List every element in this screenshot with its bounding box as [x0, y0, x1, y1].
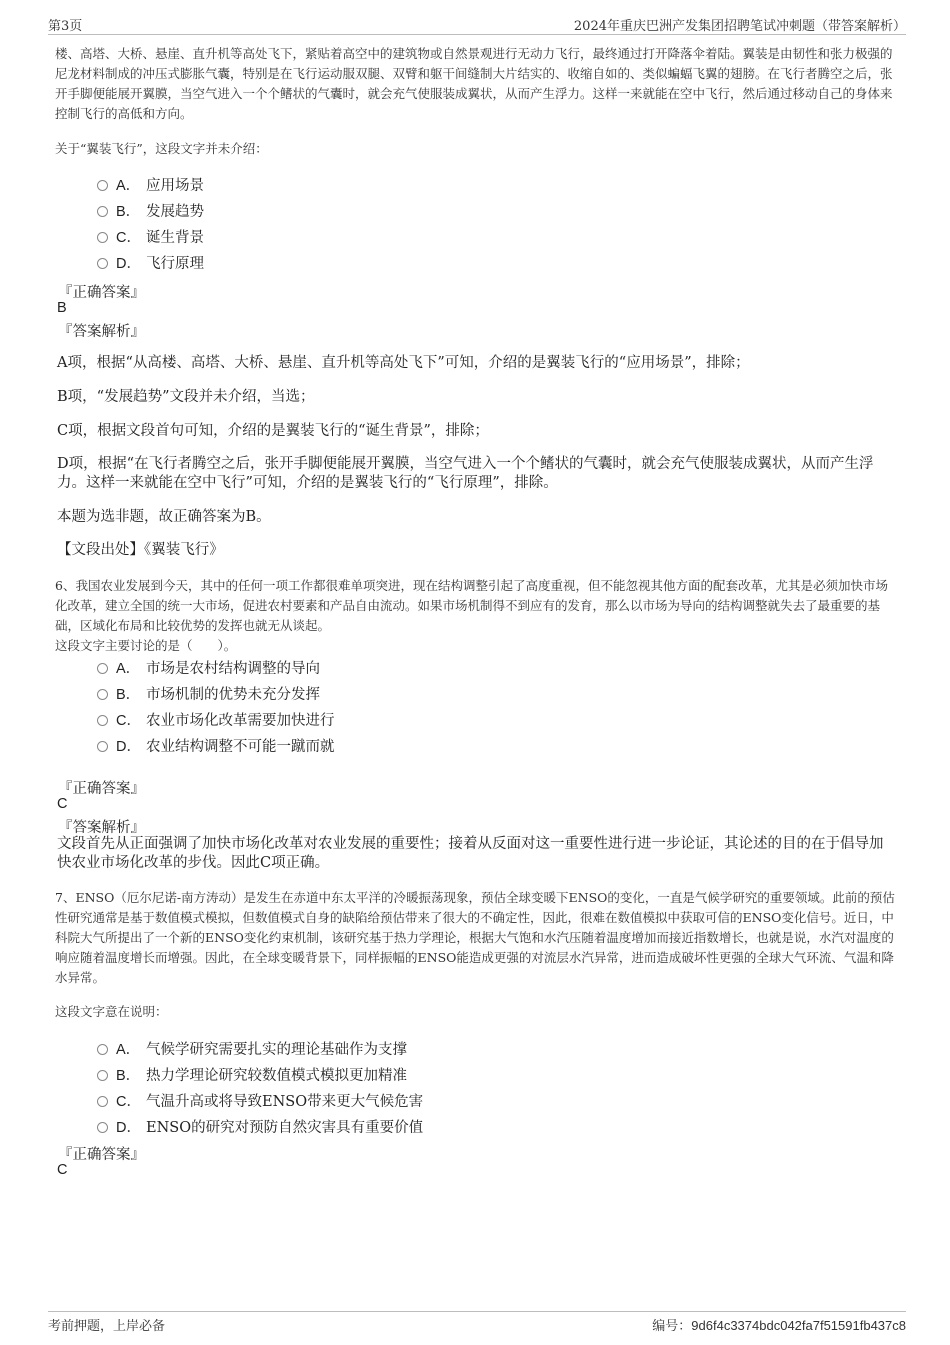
q5-source: 【文段出处】《翼装飞行》	[57, 542, 224, 558]
q5-option-a[interactable]	[97, 174, 204, 194]
option-text: 气温升高或将导致ENSO带来更大气候危害	[146, 1094, 424, 1110]
q7-question: 这段文字意在说明：	[55, 1004, 168, 1019]
option-text: 市场机制的优势未充分发挥	[146, 687, 320, 703]
option-letter: D．	[116, 256, 141, 272]
q5-answer-label: 『正确答案』	[58, 285, 145, 301]
radio-icon[interactable]	[97, 663, 108, 674]
q7-answer-label: 『正确答案』	[58, 1147, 145, 1163]
option-letter: C．	[116, 230, 141, 246]
option-letter: B．	[116, 204, 141, 220]
option-text: 发展趋势	[146, 204, 204, 220]
q5-analysis-c: C项，根据文段首句可知，介绍的是翼装飞行的“诞生背景”，排除；	[57, 423, 489, 439]
q5-option-b[interactable]	[97, 200, 204, 220]
radio-icon[interactable]	[97, 1122, 108, 1133]
radio-icon[interactable]	[97, 258, 108, 269]
radio-icon[interactable]	[97, 1070, 108, 1081]
option-text: 市场是农村结构调整的导向	[146, 661, 320, 677]
q6-answer: C	[57, 796, 68, 812]
q6-option-c[interactable]	[97, 709, 335, 729]
document-title: 2024年重庆巴洲产发集团招聘笔试冲刺题（带答案解析）	[573, 19, 906, 34]
radio-icon[interactable]	[97, 180, 108, 191]
q5-analysis-label: 『答案解析』	[58, 324, 145, 340]
q6-question: 这段文字主要讨论的是（ ）。	[55, 638, 237, 653]
q6-answer-label: 『正确答案』	[58, 781, 145, 797]
q6-option-a[interactable]	[97, 657, 320, 677]
document-code: 编号：9d6f4c3374bdc042fa7f51591fb437c8	[652, 1318, 906, 1333]
q5-option-c[interactable]	[97, 226, 204, 246]
q5-passage: 楼、高塔、大桥、悬崖、直升机等高处飞下，紧贴着高空中的建筑物或自然景观进行无动力飞行，最终通过打开降落伞着陆。翼装是由韧性和张力极强的尼龙材料制成的冲压式膨胀气囊，特别是在飞行运动服双腿、双臂和躯干间缝制大片结实的、收缩自如的、类似蝙蝠飞翼的翅膀。在飞行者腾空之后，张开手脚便能展开翼膜，当空气进入一个个鳍状的气囊时，就会充气使服装成翼状，从而产生浮力。这样一来就能在空中飞行，然后通过移动自己的身体来控制飞行的高低和方向。	[55, 46, 893, 121]
option-text: 气候学研究需要扎实的理论基础作为支撑	[146, 1042, 407, 1058]
q5-analysis-a: A项，根据“从高楼、高塔、大桥、悬崖、直升机等高处飞下”可知，介绍的是翼装飞行的“应用场景”，排除；	[57, 355, 750, 371]
option-text: 飞行原理	[146, 256, 204, 272]
radio-icon[interactable]	[97, 1096, 108, 1107]
option-letter: B．	[116, 687, 141, 703]
page-footer	[48, 1311, 906, 1338]
radio-icon[interactable]	[97, 1044, 108, 1055]
q7-passage: 7、ENSO（厄尔尼诺-南方涛动）是发生在赤道中东太平洋的冷暖振荡现象，预估全球变暖下ENSO的变化，一直是气候学研究的重要领域。此前的预估性研究通常是基于数值模式模拟，但数值模式自身的缺陷给预估带来了很大的不确定性，因此，很难在数值模拟中获取可信的ENSO变化信号。近日，中科院大气所提出了一个新的ENSO变化约束机制，该研究基于热力学理论，根据大气饱和水汽压随着温度增加而接近指数增长，也就是说，水汽对温度的响应随着温度增长而增强。因此，在全球变暖背景下，同样振幅的ENSO能造成更强的对流层水汽异常，进而造成破坏性更强的全球大气环流、气温和降水异常。	[55, 890, 895, 985]
option-text: 农业市场化改革需要加快进行	[146, 713, 335, 729]
radio-icon[interactable]	[97, 741, 108, 752]
option-text: ENSO的研究对预防自然灾害具有重要价值	[146, 1120, 424, 1136]
q5-question: 关于“翼装飞行”，这段文字并未介绍：	[55, 141, 268, 156]
option-letter: D．	[116, 739, 141, 755]
q6-option-b[interactable]	[97, 683, 320, 703]
q5-conclusion: 本题为选非题，故正确答案为B。	[57, 509, 271, 525]
q5-analysis-d: D项，根据“在飞行者腾空之后，张开手脚便能展开翼膜，当空气进入一个个鳍状的气囊时，就会充气使服装成翼状，从而产生浮力。这样一来就能在空中飞行”可知，介绍的是翼装飞行的“飞行原理”，排除。	[57, 456, 874, 491]
q6-analysis-label: 『答案解析』	[58, 820, 145, 836]
option-text: 诞生背景	[146, 230, 204, 246]
radio-icon[interactable]	[97, 232, 108, 243]
option-letter: A．	[116, 661, 141, 677]
option-text: 农业结构调整不可能一蹴而就	[146, 739, 335, 755]
option-letter: D．	[116, 1120, 141, 1136]
radio-icon[interactable]	[97, 206, 108, 217]
q6-analysis: 文段首先从正面强调了加快市场化改革对农业发展的重要性；接着从反面对这一重要性进行进一步论证，其论述的目的在于倡导加快农业市场化改革的步伐。因此C项正确。	[57, 836, 884, 871]
q7-option-c[interactable]	[97, 1090, 423, 1110]
option-letter: B．	[116, 1068, 141, 1084]
option-text: 热力学理论研究较数值模式模拟更加精准	[146, 1068, 407, 1084]
option-letter: A．	[116, 178, 141, 194]
q5-analysis-b: B项，“发展趋势”文段并未介绍，当选；	[57, 389, 315, 405]
footer-slogan: 考前押题，上岸必备	[48, 1319, 166, 1334]
q5-answer: B	[57, 300, 67, 316]
radio-icon[interactable]	[97, 715, 108, 726]
option-letter: C．	[116, 713, 141, 729]
page-number: 第3页	[48, 19, 83, 34]
radio-icon[interactable]	[97, 689, 108, 700]
page-header	[48, 12, 906, 35]
q6-passage: 6、我国农业发展到今天，其中的任何一项工作都很难单项突进，现在结构调整引起了高度重视，但不能忽视其他方面的配套改革，尤其是必须加快市场化改革，建立全国的统一大市场，促进农村要素和产品自由流动。如果市场机制得不到应有的发育，那么以市场为导向的结构调整就失去了最重要的基础，区域化布局和比较优势的发挥也就无从谈起。	[55, 578, 888, 633]
option-letter: A．	[116, 1042, 141, 1058]
option-text: 应用场景	[146, 178, 204, 194]
option-letter: C．	[116, 1094, 141, 1110]
q7-option-b[interactable]	[97, 1064, 407, 1084]
q6-option-d[interactable]	[97, 735, 335, 755]
q5-option-d[interactable]	[97, 252, 204, 272]
q7-option-d[interactable]	[97, 1116, 423, 1136]
q7-answer: C	[57, 1162, 68, 1178]
q7-option-a[interactable]	[97, 1038, 407, 1058]
